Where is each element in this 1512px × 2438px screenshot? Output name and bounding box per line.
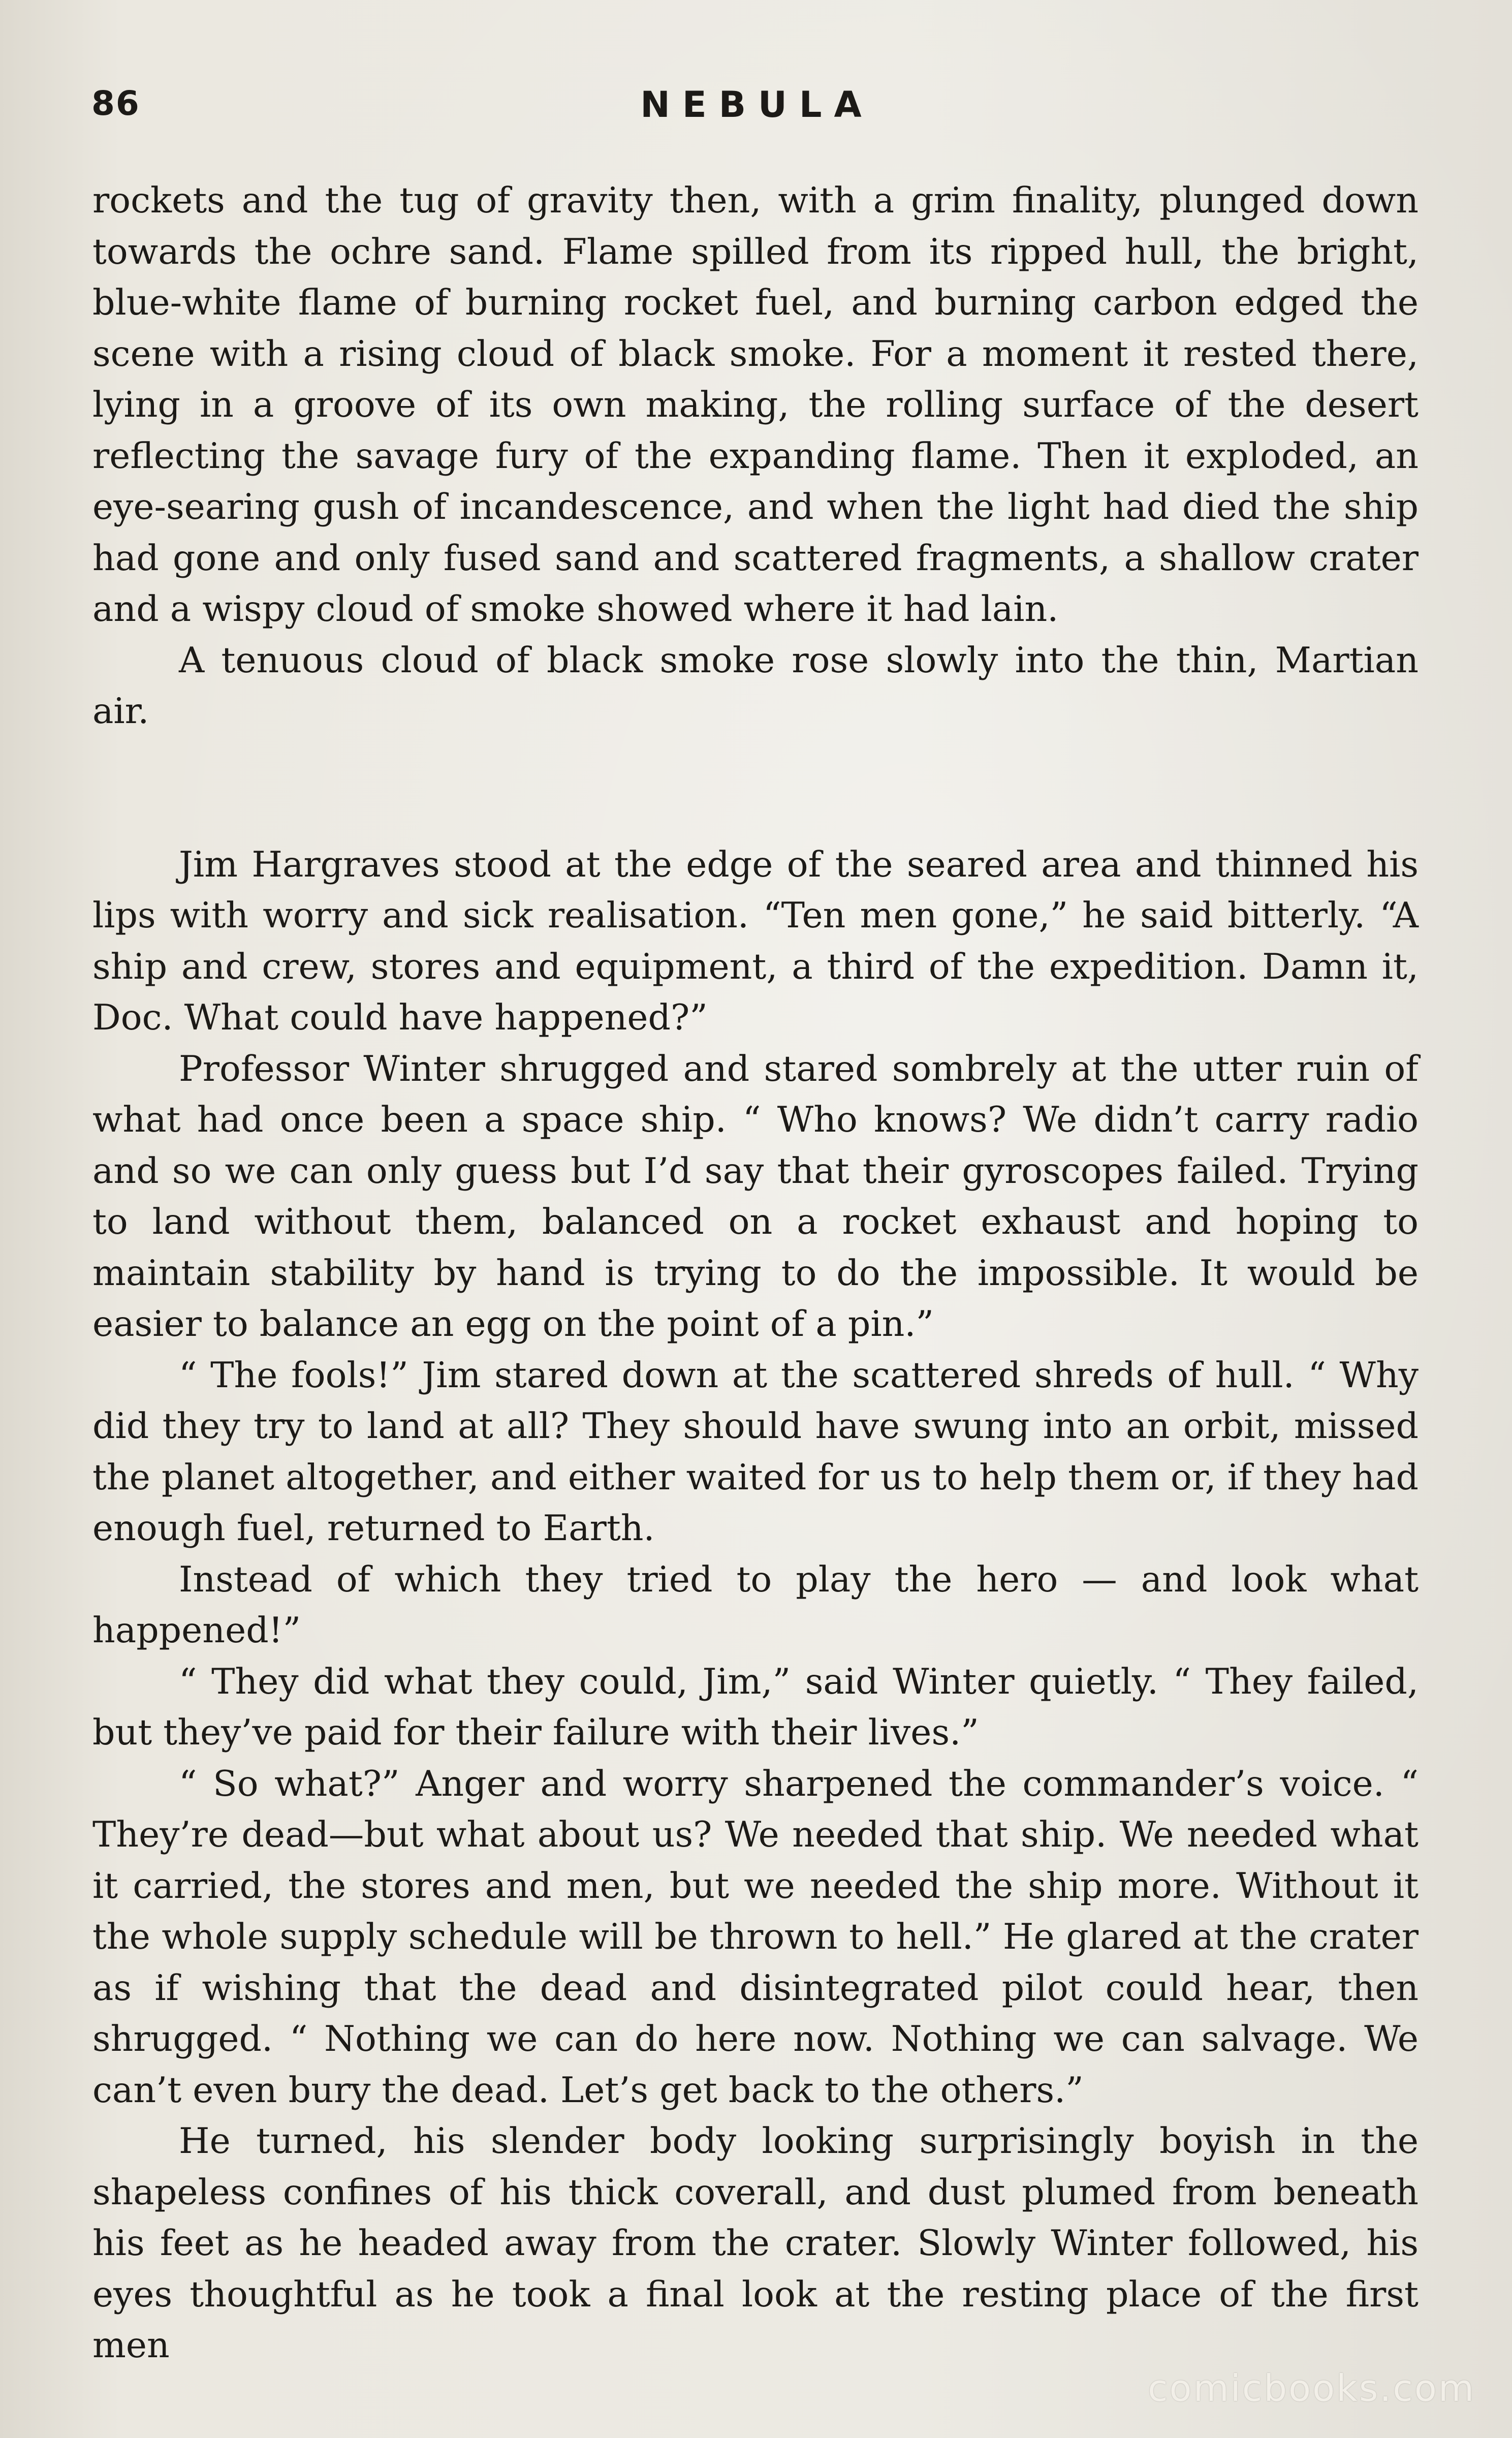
paragraph-7: “ They did what they could, Jim,” said Winter quietly. “ They failed, but they’ve paid for their failure with their lives.” [92, 1661, 1419, 1753]
section-break [92, 737, 1419, 839]
paragraph-6: Instead of which they tried to play the hero — and look what happened!” [92, 1558, 1419, 1651]
paragraph-2: A tenuous cloud of black smoke rose slowly into the thin, Martian air. [92, 639, 1419, 732]
page-header [91, 84, 1423, 140]
paragraph-4: Professor Winter shrugged and stared sombrely at the utter ruin of what had once been a space ship. “ Who knows? We didn’t carry radio and so we can only guess but I’d say that their gyroscopes failed. Trying to land without them, balanced on a rocket exhaust and hoping to maintain stability by hand is trying to do the impossible. It would be easier to balance an egg on the point of a pin.” [92, 1048, 1419, 1345]
paragraph-3: Jim Hargraves stood at the edge of the seared area and thinned his lips with worry and sick realisation. “Ten men gone,” he said bitterly. “A ship and crew, stores and equipment, a third of the expedition. Damn it, Doc. What could have happened?” [92, 843, 1419, 1038]
page-number: 86 [91, 84, 140, 123]
paragraph-9: He turned, his slender body looking surprisingly boyish in the shapeless confines of his thick coverall, and dust plumed from beneath his feet as he headed away from the crater. Slowly Winter followed, his eyes thoughtful as he took a final look at the resting place of the first men [92, 2120, 1419, 2366]
paragraph-1: rockets and the tug of gravity then, with a grim finality, plunged down towards the ochre sand. Flame spilled from its ripped hull, the bright, blue-white flame of burning rocket fuel, and burning carbon edged the scene with a rising cloud of black smoke. For a moment it rested there, lying in a groove of its own making, the rolling surface of the desert reflecting the savage fury of the expanding flame. Then it exploded, an eye-searing gush of incandescence, and when the light had died the ship had gone and only fused sand and scattered fragments, a shallow crater and a wispy cloud of smoke showed where it had lain. [92, 180, 1419, 630]
paragraph-5: “ The fools!” Jim stared down at the scattered shreds of hull. “ Why did they try to land at all? They should have swung into an orbit, missed the planet altogether, and either waited for us to help them or, if they had enough fuel, returned to Earth. [92, 1354, 1419, 1549]
watermark: comicbooks.com [1147, 2367, 1475, 2410]
running-title: NEBULA [640, 84, 874, 126]
text-column [92, 175, 1419, 2371]
paragraph-8: “ So what?” Anger and worry sharpened the commander’s voice. “ They’re dead—but what about us? We needed that ship. We needed what it carried, the stores and men, but we needed the ship more. Without it the whole supply schedule will be thrown to hell.” He glared at the crater as if wishing that the dead and disintegrated pilot could hear, then shrugged. “ Nothing we can do here now. Nothing we can salvage. We can’t even bury the dead. Let’s get back to the others.” [92, 1763, 1419, 2111]
